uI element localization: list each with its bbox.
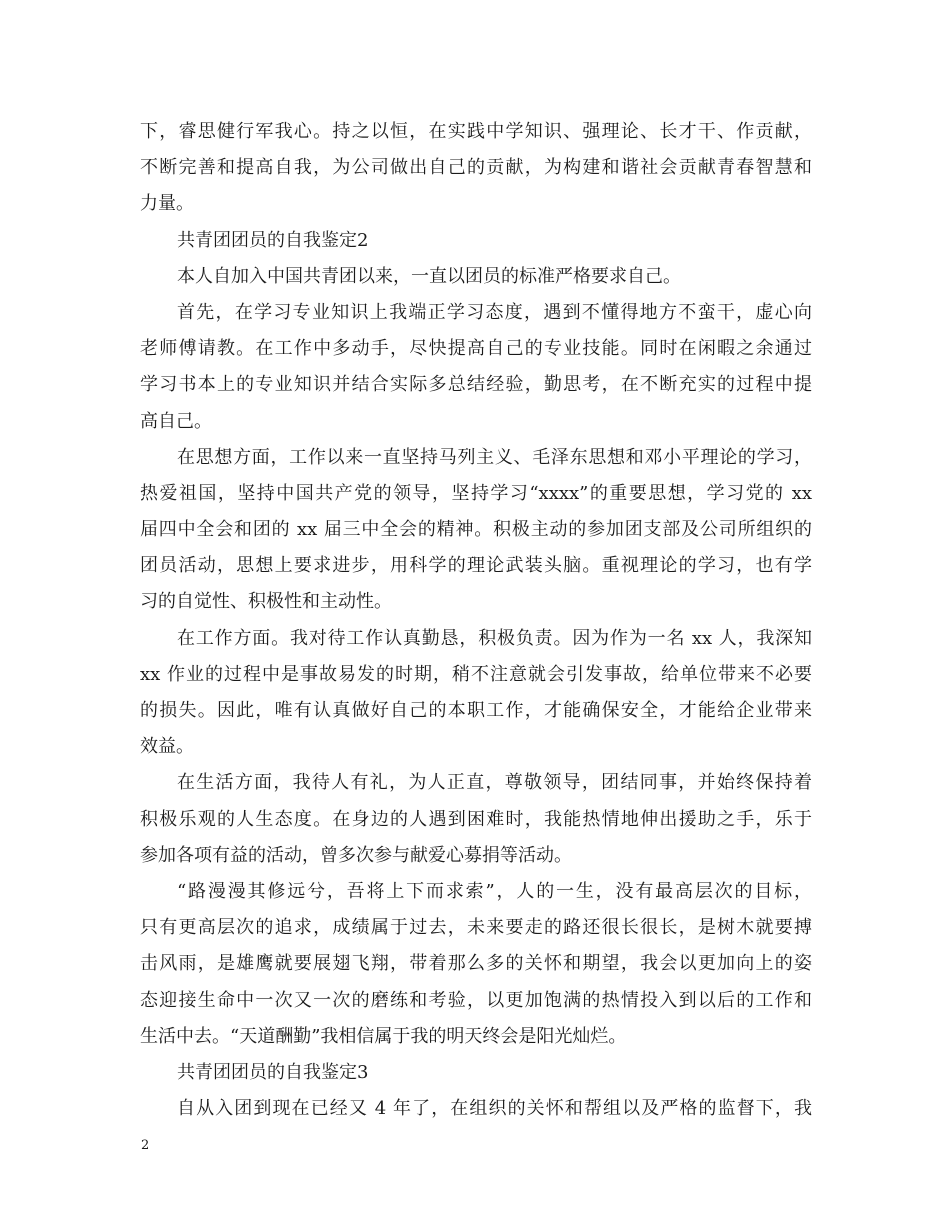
- text-line: 力量。: [140, 193, 194, 215]
- text-line: 首先，在学习专业知识上我端正学习态度，遇到不懂得地方不蛮干，虚心向: [177, 301, 812, 323]
- text-line: 效益。: [140, 736, 194, 758]
- text-line: 在思想方面，工作以来一直坚持马列主义、毛泽东思想和邓小平理论的学习，: [177, 446, 812, 468]
- text-line: 在工作方面。我对待工作认真勤恳，积极负责。因为作为一名 xx 人，我深知: [177, 627, 812, 649]
- document-body: [140, 114, 812, 1127]
- text-line: 生活中去。“天道酬勤”我相信属于我的明天终会是阳光灿烂。: [140, 1025, 627, 1047]
- text-line: 习的自觉性、积极性和主动性。: [140, 591, 392, 613]
- text-line: 共青团团员的自我鉴定2: [177, 229, 369, 251]
- text-line: 积极乐观的人生态度。在身边的人遇到困难时，我能热情地伸出援助之手，乐于: [140, 808, 812, 830]
- text-line: 共青团团员的自我鉴定3: [177, 1061, 369, 1083]
- text-line: 热爱祖国，坚持中国共产党的领导，坚持学习“xxxx”的重要思想，学习党的 xx: [140, 482, 812, 504]
- text-line: 在生活方面，我待人有礼，为人正直，尊敬领导，团结同事，并始终保持着: [177, 772, 812, 794]
- text-line: 团员活动，思想上要求进步，用科学的理论武装头脑。重视理论的学习，也有学: [140, 555, 812, 577]
- text-line: 的损失。因此，唯有认真做好自己的本职工作，才能确保安全，才能给企业带来: [140, 700, 812, 721]
- text-line: 本人自加入中国共青团以来，一直以团员的标准严格要求自己。: [177, 265, 681, 287]
- text-line: 届四中全会和团的 xx 届三中全会的精神。积极主动的参加团支部及公司所组织的: [140, 519, 812, 541]
- text-line: 自从入团到现在已经又 4 年了，在组织的关怀和帮组以及严格的监督下，我: [177, 1098, 812, 1120]
- text-line: 只有更高层次的追求，成绩属于过去，未来要走的路还很长很长，是树木就要搏: [140, 917, 812, 939]
- text-line: 老师傅请教。在工作中多动手，尽快提高自己的专业技能。同时在闲暇之余通过: [140, 338, 812, 360]
- text-line: 学习书本上的专业知识并结合实际多总结经验，勤思考，在不断充实的过程中提: [140, 374, 812, 396]
- text-line: 参加各项有益的活动，曾多次参与献爱心募捐等活动。: [140, 844, 572, 866]
- text-line: 下，睿思健行军我心。持之以恒，在实践中学知识、强理论、长才干、作贡献，: [140, 121, 812, 142]
- text-line: 态迎接生命中一次又一次的磨练和考验，以更加饱满的热情投入到以后的工作和: [140, 989, 812, 1011]
- text-line: 击风雨，是雄鹰就要展翅飞翔，带着那么多的关怀和期望，我会以更加向上的姿: [140, 953, 812, 975]
- text-line: 高自己。: [140, 410, 212, 432]
- text-line: 不断完善和提高自我，为公司做出自己的贡献，为构建和谐社会贡献青春智慧和: [140, 157, 812, 179]
- text-line: xx 作业的过程中是事故易发的时期，稍不注意就会引发事故，给单位带来不必要: [140, 663, 812, 685]
- page-number: 2: [141, 1138, 150, 1153]
- text-line: “路漫漫其修远兮，吾将上下而求索”，人的一生，没有最高层次的目标，: [177, 880, 812, 902]
